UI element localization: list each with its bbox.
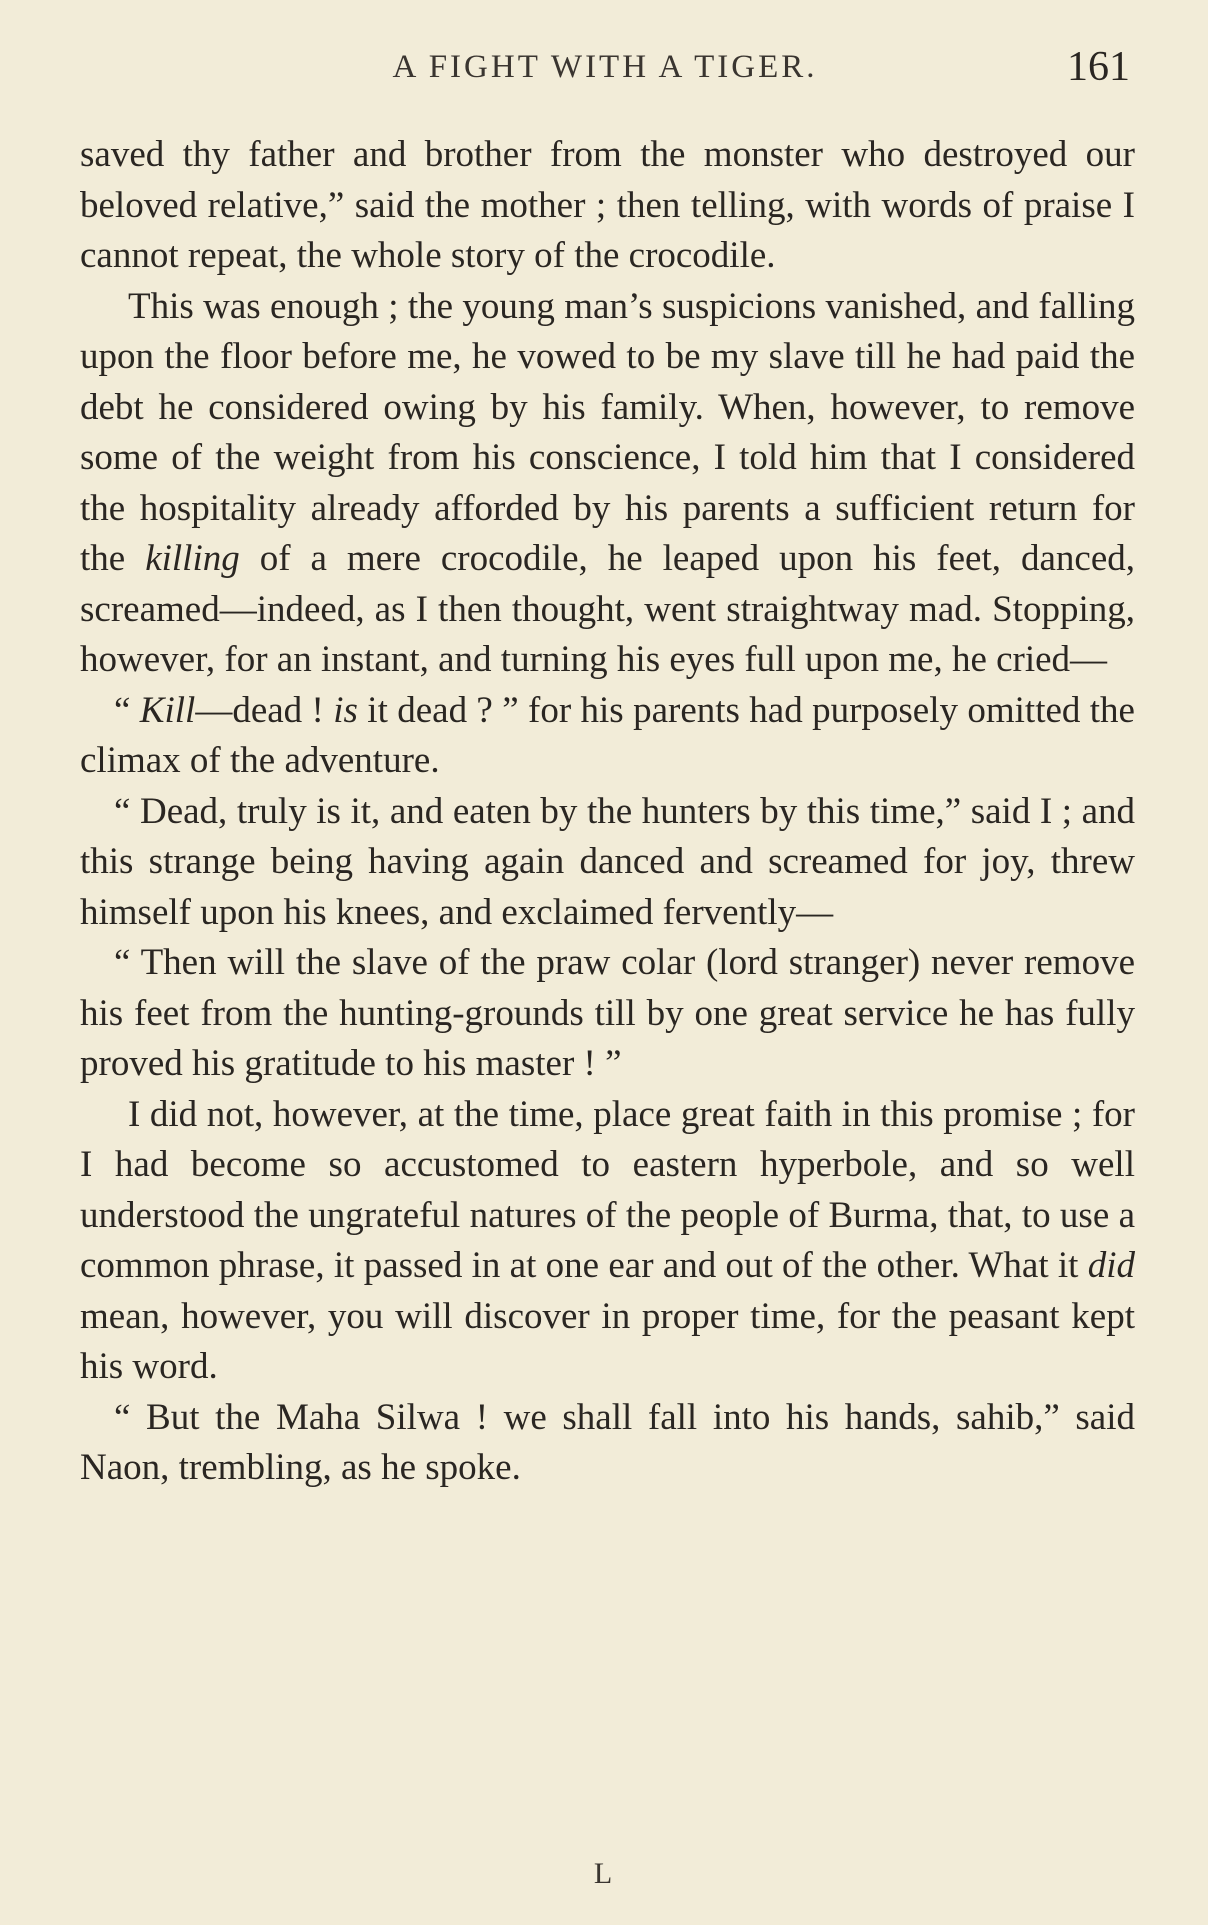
paragraph bbox=[80, 1393, 1135, 1494]
body-text bbox=[80, 130, 1135, 1494]
page-number: 161 bbox=[1067, 44, 1130, 90]
italic-text: Kill bbox=[139, 689, 196, 731]
running-title: A FIGHT WITH A TIGER. bbox=[392, 49, 818, 85]
paragraph bbox=[80, 282, 1135, 686]
italic-text: did bbox=[1087, 1245, 1135, 1286]
paragraph bbox=[80, 686, 1135, 787]
running-head bbox=[80, 42, 1130, 92]
paragraph bbox=[80, 938, 1135, 1090]
italic-text: killing bbox=[145, 538, 240, 579]
text-run: “ Then will the slave of the praw colar (lord stranger) never remove his feet from the hunting-grounds till by one great service he has fully proved his gratitude to his master ! ” bbox=[80, 942, 1135, 1084]
text-run: This was enough ; the young man’s suspicions vanished, and falling upon the floor before me, he vowed to be my slave till he had paid the debt he considered owing by his family. When, however, to remove some of the weight from his conscience, I told him that I considered the hospitality already afforded by his parents a sufficient return for the bbox=[80, 285, 1135, 579]
paragraph bbox=[80, 787, 1135, 939]
signature-mark: L bbox=[593, 1857, 615, 1890]
text-run: I did not, however, at the time, place great faith in this promise ; for I had become so accustomed to eastern hyperbole, and so well understood the ungrateful natures of the people of Burma, that, to use a common phrase, it passed in at one ear and out of the other. What it bbox=[80, 1093, 1135, 1286]
text-run: “ Dead, truly is it, and eaten by the hunters by this time,” said I ; and this strange being having again danced and screamed for joy, threw himself upon his knees, and exclaimed fervently— bbox=[80, 790, 1135, 933]
text-run: of a mere crocodile, he leaped upon his feet, danced, screamed—indeed, as I then thought, went straightway mad. Stopping, however, for an instant, and turning his eyes full upon me, he cried— bbox=[80, 538, 1135, 680]
text-run: saved thy father and brother from the monster who destroyed our beloved relative,” said the mother ; then telling, with words of praise I cannot repeat, the whole story of the crocodile. bbox=[80, 134, 1135, 276]
text-run: “ bbox=[114, 689, 140, 731]
text-run: —dead ! bbox=[195, 689, 334, 731]
italic-text: is bbox=[333, 689, 358, 731]
paragraph bbox=[80, 130, 1135, 282]
text-run: it dead ? ” for his parents had purposely omitted the climax of the adventure. bbox=[80, 689, 1135, 781]
text-run: mean, however, you will discover in proper time, for the peasant kept his word. bbox=[80, 1295, 1135, 1387]
paragraph bbox=[80, 1090, 1135, 1393]
text-run: “ But the Maha Silwa ! we shall fall into his hands, sahib,” said Naon, trembling, as he spoke. bbox=[80, 1396, 1135, 1488]
